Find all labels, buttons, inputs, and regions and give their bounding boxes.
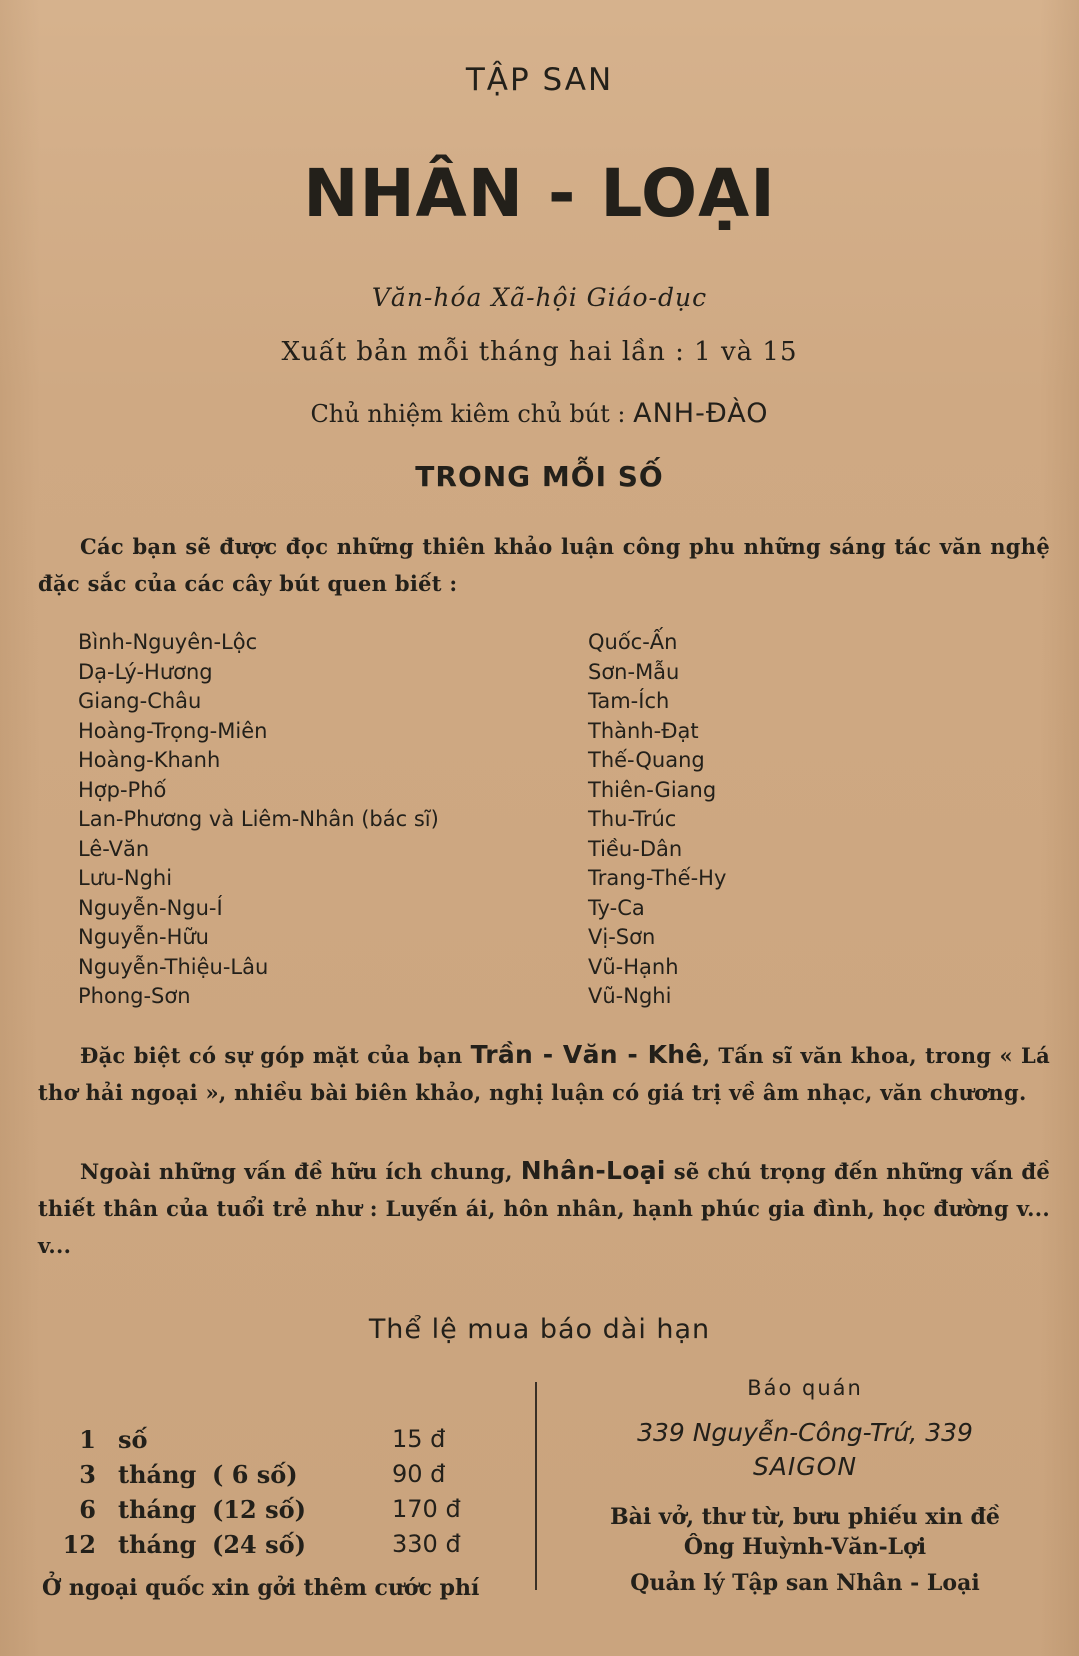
publication-frequency: Xuất bản mỗi tháng hai lần : 1 và 15 — [281, 337, 798, 367]
editor-label: Chủ nhiệm kiêm chủ bút : — [310, 400, 626, 428]
contributor-name: Vũ-Nghi — [588, 984, 672, 1008]
contributor-name: Hợp-Phố — [78, 777, 167, 802]
contributor-name: Sơn-Mẫu — [588, 659, 680, 684]
rate-issues: ( 6 số) — [212, 1460, 298, 1489]
special-text-before: Đặc biệt có sự góp mặt của bạn — [80, 1043, 471, 1068]
rate-unit: tháng — [118, 1460, 197, 1489]
rate-row — [62, 1530, 482, 1565]
special-guest-paragraph — [38, 1036, 1050, 1111]
contributor-name: Tam-Ích — [588, 689, 670, 713]
contributor-name: Phong-Sơn — [78, 984, 191, 1008]
office-recipient: Ông Huỳnh-Văn-Lợi — [683, 1534, 927, 1560]
rate-issues: (24 số) — [212, 1530, 306, 1559]
contributor-name: Ty-Ca — [588, 895, 645, 920]
rate-price: 170 đ — [392, 1495, 461, 1523]
rate-number: 12 — [62, 1530, 96, 1559]
rate-price: 330 đ — [392, 1530, 461, 1558]
rate-row — [62, 1460, 482, 1495]
contributor-name: Thiên-Giang — [588, 777, 717, 802]
intro-paragraph: Các bạn sẽ được đọc những thiên khảo luận công phu những sáng tác văn nghệ đặc sắc của các cây bút quen biết : — [38, 534, 1050, 596]
rate-price: 15 đ — [392, 1425, 446, 1453]
rate-number: 6 — [79, 1495, 96, 1524]
contributors-left-column — [78, 628, 439, 1012]
office-city: SAIGON — [752, 1452, 858, 1481]
rate-unit: số — [118, 1425, 148, 1454]
contributors-right-column — [588, 628, 726, 1012]
editor-name: ANH-ĐÀO — [633, 398, 769, 429]
column-divider — [535, 1382, 537, 1590]
contributor-name: Giang-Châu — [78, 689, 202, 713]
concerns-text-before: Ngoài những vấn đề hữu ích chung, — [80, 1159, 521, 1184]
contributor-name: Hoàng-Trọng-Miên — [78, 718, 268, 743]
special-text-after: , Tấn sĩ văn khoa, trong « Lá thơ hải ngoại », nhiều bài biên khảo, nghị luận có giá trị về âm nhạc, văn chương. — [38, 1043, 1050, 1105]
office-note: Bài vở, thư từ, bưu phiếu xin đề — [610, 1504, 1000, 1530]
foreign-postage-note: Ở ngoại quốc xin gởi thêm cước phí — [42, 1575, 480, 1601]
magazine-title: NHÂN - LOẠI — [303, 155, 776, 232]
office-title: Báo quán — [747, 1376, 863, 1400]
office-address: 339 Nguyễn-Công-Trứ, 339 — [637, 1418, 973, 1447]
contributor-name: Thu-Trúc — [588, 807, 677, 831]
magazine-name-inline: Nhân-Loại — [520, 1156, 666, 1185]
concerns-text-after: sẽ chú trọng đến những vấn đề thiết thân của tuổi trẻ như : Luyến ái, hôn nhân, hạnh phúc gia đình, học đường v... v... — [38, 1159, 1050, 1258]
contributor-name: Nguyễn-Ngu-Í — [78, 895, 223, 920]
contributor-name: Dạ-Lý-Hương — [78, 659, 213, 684]
contributor-name: Lan-Phương và Liêm-Nhân (bác sĩ) — [78, 807, 439, 831]
contributor-name: Lưu-Nghi — [78, 866, 173, 890]
contributor-name: Hoàng-Khanh — [78, 748, 221, 772]
contributor-name: Thế-Quang — [588, 748, 705, 772]
contributor-name: Trang-Thế-Hy — [588, 866, 727, 890]
contributor-name: Vị-Sơn — [588, 925, 656, 949]
magazine-kicker: TẬP SAN — [465, 62, 614, 98]
contributor-name: Vũ-Hạnh — [588, 954, 679, 979]
rate-issues: (12 số) — [212, 1495, 306, 1524]
contributor-name: Nguyễn-Hữu — [78, 925, 209, 949]
subscription-title: Thể lệ mua báo dài hạn — [368, 1314, 711, 1345]
special-guest-name: Trần - Văn - Khê — [470, 1040, 703, 1069]
contributor-name: Thành-Đạt — [588, 718, 699, 743]
rate-unit: tháng — [118, 1530, 197, 1559]
contributor-name: Nguyễn-Thiệu-Lâu — [78, 954, 269, 979]
rate-price: 90 đ — [392, 1460, 446, 1488]
magazine-subtitle: Văn-hóa Xã-hội Giáo-dục — [371, 283, 708, 312]
contributor-name: Bình-Nguyên-Lộc — [78, 630, 258, 654]
rate-number: 3 — [79, 1460, 96, 1489]
contributor-name: Lê-Văn — [78, 836, 150, 861]
concerns-paragraph — [38, 1152, 1050, 1264]
rate-row — [62, 1495, 482, 1530]
contributor-name: Quốc-Ấn — [588, 630, 678, 654]
section-heading: TRONG MỖI SỐ — [415, 460, 664, 493]
office-role: Quản lý Tập san Nhân - Loại — [630, 1570, 980, 1596]
rate-row — [62, 1425, 482, 1460]
subscription-rates — [62, 1425, 482, 1565]
editor-line — [0, 398, 1079, 429]
rate-unit: tháng — [118, 1495, 197, 1524]
contributor-name: Tiều-Dân — [588, 836, 683, 861]
rate-number: 1 — [79, 1425, 96, 1454]
